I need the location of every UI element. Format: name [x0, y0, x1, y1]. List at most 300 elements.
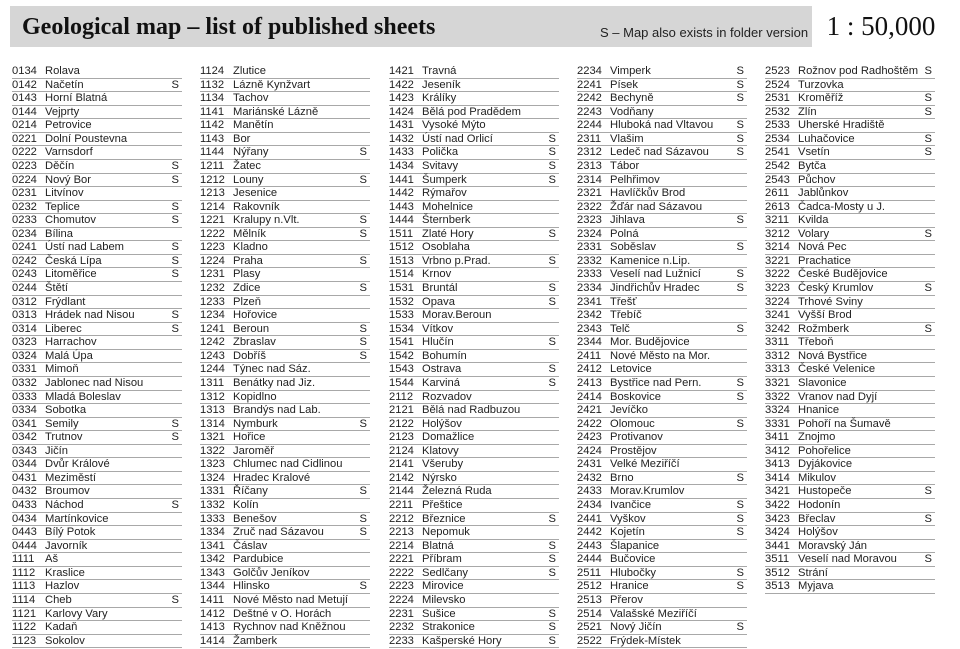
sheet-number: 0234 — [12, 227, 37, 240]
sheet-column-3 — [389, 65, 559, 648]
sheet-name: Brno — [610, 471, 634, 484]
sheet-name: Nová Pec — [798, 241, 847, 254]
sheet-row — [577, 608, 747, 622]
sheet-name: Nymburk — [233, 417, 278, 430]
folder-version-flag: S — [736, 241, 744, 254]
sheet-number: 2514 — [577, 607, 602, 620]
sheet-row — [200, 553, 370, 567]
sheet-number: 2424 — [577, 444, 602, 457]
sheet-name: Protivanov — [610, 431, 663, 444]
sheet-number: 0334 — [12, 404, 37, 417]
sheet-name: Šlapanice — [610, 539, 660, 552]
sheet-row — [200, 214, 370, 228]
sheet-row — [12, 418, 182, 432]
sheet-name: Říčany — [233, 485, 268, 498]
sheet-name: Strakonice — [422, 621, 475, 634]
sheet-name: Žatec — [233, 159, 261, 172]
sheet-row — [200, 445, 370, 459]
sheet-number: 2433 — [577, 485, 602, 498]
sheet-number: 2344 — [577, 336, 602, 349]
sheet-row — [389, 404, 559, 418]
sheet-number: 1422 — [389, 78, 414, 91]
sheet-row — [389, 255, 559, 269]
sheet-row — [200, 160, 370, 174]
folder-version-flag: S — [924, 322, 932, 335]
folder-version-flag: S — [548, 254, 556, 267]
sheet-row — [12, 255, 182, 269]
sheet-row — [200, 472, 370, 486]
sheet-number: 1114 — [12, 593, 36, 606]
sheet-name: Ústí nad Orlicí — [422, 132, 493, 145]
sheet-name: Náchod — [45, 499, 84, 511]
sheet-name: Liberec — [45, 322, 82, 335]
sheet-name: Travná — [422, 65, 457, 77]
sheet-name: Harrachov — [45, 336, 97, 349]
sheet-row — [577, 513, 747, 527]
folder-version-flag: S — [736, 268, 744, 281]
sheet-number: 2311 — [577, 132, 602, 145]
sheet-row — [200, 608, 370, 622]
sheet-row — [765, 377, 935, 391]
sheet-row — [12, 336, 182, 350]
sheet-name: Jablonec nad Nisou — [45, 376, 144, 389]
sheet-name: Karlovy Vary — [45, 607, 108, 620]
sheet-number: 2121 — [389, 404, 414, 417]
sheet-number: 3413 — [765, 458, 790, 471]
folder-version-flag: S — [736, 621, 744, 634]
sheet-name: Jeseník — [422, 78, 461, 91]
sheet-number: 2523 — [765, 65, 790, 77]
sheet-number: 0142 — [12, 78, 37, 91]
sheet-row — [389, 187, 559, 201]
sheet-name: Louny — [233, 173, 264, 186]
sheet-row — [765, 580, 935, 594]
sheet-row — [389, 580, 559, 594]
sheet-row — [577, 350, 747, 364]
sheet-number: 1421 — [389, 65, 414, 77]
sheet-name: Bílý Potok — [45, 526, 96, 539]
sheet-row — [200, 309, 370, 323]
sheet-row — [389, 485, 559, 499]
sheet-row — [12, 472, 182, 486]
sheet-row — [12, 404, 182, 418]
sheet-row — [765, 472, 935, 486]
sheet-row — [389, 119, 559, 133]
sheet-row — [200, 133, 370, 147]
sheet-name: Blatná — [422, 539, 454, 552]
sheet-name: Vítkov — [422, 322, 454, 335]
sheet-number: 0144 — [12, 105, 37, 118]
sheet-row — [577, 391, 747, 405]
folder-version-flag: S — [171, 254, 179, 267]
sheet-row — [577, 458, 747, 472]
folder-version-flag: S — [924, 132, 932, 145]
sheet-row — [389, 458, 559, 472]
sheet-name: Trutnov — [45, 431, 83, 444]
sheet-number: 0433 — [12, 499, 37, 511]
sheet-name: Český Krumlov — [798, 282, 874, 294]
sheet-number: 3222 — [765, 268, 790, 281]
sheet-name: Velké Meziříčí — [610, 458, 680, 471]
sheet-number: 0241 — [12, 241, 37, 254]
sheet-name: Kroměříž — [798, 92, 844, 105]
sheet-number: 1511 — [389, 227, 414, 240]
sheet-row — [577, 404, 747, 418]
sheet-name: Vrbno p.Prad. — [422, 254, 491, 267]
sheet-number: 2241 — [577, 78, 602, 91]
sheet-row — [12, 485, 182, 499]
sheet-number: 2213 — [389, 526, 414, 539]
sheet-number: 0222 — [12, 146, 37, 159]
sheet-row — [765, 133, 935, 147]
sheet-number: 2521 — [577, 621, 602, 634]
sheet-number: 0431 — [12, 471, 37, 484]
sheet-name: Bílina — [45, 227, 73, 240]
sheet-row — [765, 160, 935, 174]
sheet-name: Dobříš — [233, 349, 266, 362]
sheet-number: 3212 — [765, 227, 790, 240]
folder-version-flag: S — [548, 539, 556, 552]
sheet-row — [389, 323, 559, 337]
sheet-row — [12, 635, 182, 649]
sheet-number: 3441 — [765, 539, 790, 552]
sheet-number: 2342 — [577, 309, 602, 322]
sheet-row — [12, 363, 182, 377]
sheet-row — [200, 377, 370, 391]
sheet-name: Týnec nad Sáz. — [233, 363, 311, 376]
sheet-number: 2231 — [389, 607, 414, 620]
sheet-name: Dolní Poustevna — [45, 132, 128, 145]
sheet-row — [577, 567, 747, 581]
folder-version-flag: S — [359, 349, 367, 362]
folder-version-flag: S — [359, 282, 367, 294]
sheet-row — [577, 187, 747, 201]
folder-version-flag: S — [736, 132, 744, 145]
sheet-row — [200, 296, 370, 310]
sheet-number: 1534 — [389, 322, 414, 335]
sheet-number: 0333 — [12, 390, 37, 403]
folder-version-flag: S — [548, 621, 556, 634]
sheet-row — [389, 133, 559, 147]
sheet-number: 3411 — [765, 431, 790, 444]
sheet-name: Beroun — [233, 322, 270, 335]
sheet-row — [200, 92, 370, 106]
sheet-row — [200, 621, 370, 635]
sheet-name: Deštné v O. Horách — [233, 607, 332, 620]
sheet-number: 2513 — [577, 593, 602, 606]
sheet-row — [765, 391, 935, 405]
folder-version-flag: S — [171, 499, 179, 511]
sheet-name: Bruntál — [422, 282, 458, 294]
folder-version-flag: S — [736, 65, 744, 77]
sheet-name: Sokolov — [45, 634, 85, 647]
sheet-name: Zlaté Hory — [422, 227, 474, 240]
sheet-row — [389, 146, 559, 160]
sheet-name: Olomouc — [610, 417, 655, 430]
sheet-number: 1243 — [200, 349, 225, 362]
folder-version-flag: S — [736, 92, 744, 105]
sheet-number: 1441 — [389, 173, 414, 186]
sheet-row — [12, 553, 182, 567]
sheet-name: Semily — [45, 417, 79, 430]
sheet-number: 1212 — [200, 173, 225, 186]
sheet-number: 1412 — [200, 607, 225, 620]
sheet-name: Štětí — [45, 282, 69, 294]
sheet-row — [12, 309, 182, 323]
sheet-number: 1232 — [200, 282, 225, 294]
sheet-name: Svitavy — [422, 159, 459, 172]
folder-version-flag: S — [548, 159, 556, 172]
sheet-row — [765, 282, 935, 296]
sheet-row — [12, 241, 182, 255]
sheet-row — [12, 133, 182, 147]
sheet-row — [765, 146, 935, 160]
folder-version-flag: S — [359, 485, 367, 498]
sheet-row — [200, 418, 370, 432]
sheet-row — [577, 418, 747, 432]
sheet-name: Březnice — [422, 512, 466, 525]
sheet-number: 0232 — [12, 200, 37, 213]
folder-version-flag: S — [171, 322, 179, 335]
sheet-column-4 — [577, 65, 747, 648]
folder-version-flag: S — [736, 390, 744, 403]
sheet-row — [577, 133, 747, 147]
sheet-number: 1214 — [200, 200, 225, 213]
sheet-number: 1112 — [12, 566, 36, 579]
sheet-row — [200, 228, 370, 242]
sheet-name: Jablůnkov — [798, 187, 849, 200]
sheet-number: 3311 — [765, 336, 790, 349]
sheet-row — [200, 635, 370, 649]
sheet-number: 2444 — [577, 553, 602, 566]
sheet-number: 2124 — [389, 444, 414, 457]
sheet-name: Písek — [610, 78, 638, 91]
sheet-row — [389, 79, 559, 93]
sheet-name: Letovice — [610, 363, 652, 376]
sheet-name: Třešť — [610, 295, 637, 308]
sheet-number: 2524 — [765, 78, 790, 91]
sheet-name: Plasy — [233, 268, 261, 281]
sheet-number: 1134 — [200, 92, 225, 105]
sheet-number: 0143 — [12, 92, 37, 105]
sheet-row — [12, 79, 182, 93]
sheet-number: 1122 — [12, 621, 37, 634]
sheet-number: 0434 — [12, 512, 37, 525]
sheet-number: 2223 — [389, 580, 414, 593]
sheet-number: 2244 — [577, 119, 602, 132]
sheet-name: Klatovy — [422, 444, 459, 457]
sheet-name: Bělá nad Radbuzou — [422, 404, 521, 417]
sheet-row — [577, 160, 747, 174]
sheet-name: Zbraslav — [233, 336, 276, 349]
folder-version-flag: S — [548, 607, 556, 620]
sheet-name: Hustopeče — [798, 485, 852, 498]
sheet-number: 3313 — [765, 363, 790, 376]
sheet-list — [0, 65, 960, 649]
sheet-number: 1341 — [200, 539, 225, 552]
sheet-row — [12, 513, 182, 527]
sheet-row — [577, 363, 747, 377]
sheet-name: Chlumec nad Cidlinou — [233, 458, 343, 471]
sheet-number: 1242 — [200, 336, 225, 349]
sheet-row — [200, 458, 370, 472]
sheet-number: 2234 — [577, 65, 602, 77]
sheet-number: 2441 — [577, 512, 602, 525]
sheet-number: 1531 — [389, 282, 414, 294]
folder-version-flag: S — [736, 566, 744, 579]
sheet-number: 2511 — [577, 566, 602, 579]
sheet-number: 1314 — [200, 417, 225, 430]
sheet-row — [12, 567, 182, 581]
folder-version-flag: S — [548, 634, 556, 647]
folder-version-flag: S — [359, 214, 367, 227]
sheet-name: Česká Lípa — [45, 254, 102, 267]
sheet-row — [200, 499, 370, 513]
sheet-number: 3223 — [765, 282, 790, 294]
sheet-row — [389, 594, 559, 608]
sheet-name: Vyškov — [610, 512, 646, 525]
folder-version-flag: S — [736, 214, 744, 227]
folder-version-flag: S — [924, 227, 932, 240]
sheet-row — [389, 621, 559, 635]
sheet-number: 3324 — [765, 404, 790, 417]
sheet-row — [12, 228, 182, 242]
sheet-number: 3421 — [765, 485, 790, 498]
sheet-number: 1321 — [200, 431, 225, 444]
sheet-number: 1121 — [12, 607, 37, 620]
sheet-name: Nová Bystřice — [798, 349, 868, 362]
sheet-number: 3312 — [765, 349, 790, 362]
sheet-row — [12, 268, 182, 282]
sheet-name: Uherské Hradiště — [798, 119, 885, 132]
sheet-number: 1323 — [200, 458, 225, 471]
sheet-name: Hořovice — [233, 309, 278, 322]
sheet-name: Tachov — [233, 92, 269, 105]
sheet-row — [765, 65, 935, 79]
sheet-number: 2422 — [577, 417, 602, 430]
sheet-name: Myjava — [798, 580, 834, 593]
folder-version-flag: S — [548, 376, 556, 389]
sheet-number: 0432 — [12, 485, 37, 498]
folder-version-flag: S — [359, 512, 367, 525]
sheet-number: 2414 — [577, 390, 602, 403]
page-title: Geological map – list of published sheets — [22, 14, 436, 40]
folder-version-flag: S — [924, 553, 932, 566]
sheet-number: 2541 — [765, 146, 790, 159]
sheet-name: Tábor — [610, 159, 640, 172]
sheet-row — [200, 119, 370, 133]
sheet-name: Holýšov — [422, 417, 462, 430]
sheet-row — [765, 458, 935, 472]
sheet-row — [12, 119, 182, 133]
sheet-row — [765, 296, 935, 310]
sheet-number: 1533 — [389, 309, 414, 322]
sheet-name: Vsetín — [798, 146, 830, 159]
sheet-name: Hluboká nad Vltavou — [610, 119, 714, 132]
folder-version-flag: S — [736, 119, 744, 132]
sheet-number: 3422 — [765, 499, 790, 511]
sheet-number: 1234 — [200, 309, 225, 322]
sheet-name: Ústí nad Labem — [45, 241, 124, 254]
folder-version-flag: S — [548, 146, 556, 159]
sheet-name: Vysoké Mýto — [422, 119, 486, 132]
sheet-number: 2242 — [577, 92, 602, 105]
sheet-number: 2442 — [577, 526, 602, 539]
sheet-name: Sedlčany — [422, 566, 469, 579]
sheet-name: Vejprty — [45, 105, 80, 118]
folder-version-flag: S — [359, 254, 367, 267]
sheet-row — [12, 499, 182, 513]
sheet-number: 1332 — [200, 499, 225, 511]
sheet-number: 2421 — [577, 404, 602, 417]
sheet-name: Kašperské Hory — [422, 634, 502, 647]
folder-version-flag: S — [924, 485, 932, 498]
sheet-name: Jihlava — [610, 214, 645, 227]
sheet-name: Kopidlno — [233, 390, 277, 403]
sheet-row — [765, 214, 935, 228]
sheet-row — [577, 485, 747, 499]
folder-version-flag: S — [171, 309, 179, 322]
sheet-number: 1414 — [200, 634, 225, 647]
sheet-name: Soběslav — [610, 241, 657, 254]
sheet-name: Malá Úpa — [45, 349, 93, 362]
sheet-name: Prostějov — [610, 444, 657, 457]
sheet-row — [765, 431, 935, 445]
sheet-name: Frýdlant — [45, 295, 86, 308]
sheet-name: Ivančice — [610, 499, 652, 511]
sheet-name: Morav.Beroun — [422, 309, 492, 322]
sheet-name: Kvilda — [798, 214, 829, 227]
sheet-number: 3221 — [765, 254, 790, 267]
sheet-row — [12, 391, 182, 405]
sheet-name: Hlučín — [422, 336, 454, 349]
sheet-number: 2112 — [389, 390, 414, 403]
sheet-number: 2122 — [389, 417, 414, 430]
folder-version-flag: S — [548, 295, 556, 308]
sheet-name: Prachatice — [798, 254, 851, 267]
sheet-row — [200, 106, 370, 120]
sheet-name: Rolava — [45, 65, 80, 77]
sheet-name: Mikulov — [798, 471, 836, 484]
sheet-row — [765, 363, 935, 377]
sheet-row — [200, 336, 370, 350]
sheet-number: 1223 — [200, 241, 225, 254]
folder-version-flag: S — [924, 512, 932, 525]
sheet-number: 1413 — [200, 621, 225, 634]
sheet-name: Rychnov nad Kněžnou — [233, 621, 346, 634]
sheet-name: Šumperk — [422, 173, 467, 186]
sheet-name: Třebíč — [610, 309, 642, 322]
header-bar — [10, 6, 950, 47]
sheet-row — [765, 255, 935, 269]
sheet-row — [577, 336, 747, 350]
sheet-row — [389, 499, 559, 513]
sheet-number: 3322 — [765, 390, 790, 403]
sheet-row — [765, 350, 935, 364]
sheet-name: Moravský Ján — [798, 539, 868, 552]
folder-version-flag: S — [548, 336, 556, 349]
sheet-row — [577, 282, 747, 296]
sheet-row — [765, 404, 935, 418]
sheet-name: Znojmo — [798, 431, 836, 444]
sheet-name: Mirovice — [422, 580, 464, 593]
sheet-number: 2233 — [389, 634, 414, 647]
sheet-row — [765, 268, 935, 282]
folder-version-flag: S — [548, 173, 556, 186]
sheet-name: Žďár nad Sázavou — [610, 200, 703, 213]
sheet-number: 3412 — [765, 444, 790, 457]
sheet-row — [200, 526, 370, 540]
